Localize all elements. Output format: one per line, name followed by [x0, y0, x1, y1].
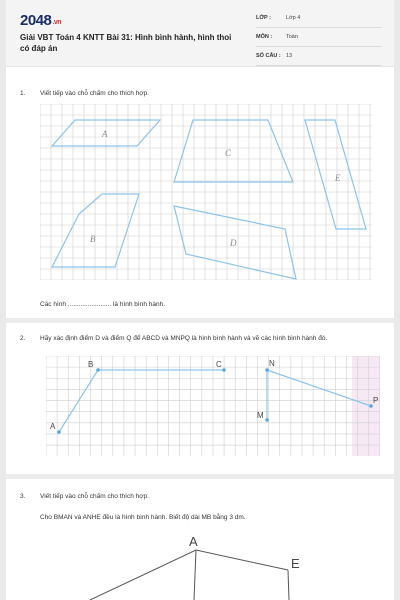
point-a	[57, 430, 61, 434]
point-label-c: C	[216, 360, 222, 369]
question-number: 3.	[20, 493, 26, 500]
document-title: Giải VBT Toán 4 KNTT Bài 31: Hình bình hành, hình thoi có đáp án	[20, 33, 232, 53]
section-divider	[6, 474, 394, 479]
meta-row-grade	[256, 13, 382, 28]
point-n	[265, 368, 269, 372]
shape-label-e: E	[335, 173, 341, 183]
q1-answer-line[interactable]: Các hình ........................ là hình bình hành.	[40, 301, 166, 308]
grid-line	[46, 356, 380, 456]
question-text: Viết tiếp vào chỗ chấm cho thích hợp.	[40, 493, 149, 500]
parallelogram-b	[52, 194, 139, 267]
q2-grid-lines	[46, 356, 380, 456]
point-label-b: B	[88, 360, 94, 369]
meta-key: MÔN :	[256, 34, 273, 40]
q1-grid-lines	[40, 104, 372, 280]
shape-label-c: C	[225, 148, 232, 158]
grid-shade	[352, 356, 380, 456]
point-label-p: P	[373, 396, 379, 405]
point-c	[222, 368, 226, 372]
trapezoid-c	[174, 120, 293, 182]
document-meta	[256, 13, 382, 70]
site-logo[interactable]: 2048.vn	[20, 12, 61, 29]
page-header	[6, 0, 394, 67]
q2-grid-figure	[46, 356, 380, 456]
figure-label-a: A	[189, 534, 198, 549]
figure-line-vertical	[194, 550, 196, 600]
figure-line-e	[288, 570, 289, 600]
point-label-a: A	[50, 422, 56, 431]
q3-figure	[6, 528, 394, 600]
meta-row-count	[256, 51, 382, 66]
worksheet-page	[6, 0, 394, 600]
meta-key: LỚP :	[256, 15, 271, 21]
point-label-m: M	[257, 411, 264, 420]
shape-label-a: A	[102, 129, 108, 139]
shape-label-b: B	[90, 234, 96, 244]
q1-grid-figure	[40, 104, 372, 280]
figure-lines	[90, 550, 288, 600]
point-b	[96, 368, 100, 372]
question-number: 2.	[20, 335, 26, 342]
point-label-n: N	[269, 359, 275, 368]
question-number: 1.	[20, 90, 26, 97]
figure-label-e: E	[291, 556, 300, 571]
grid-line	[40, 104, 372, 280]
meta-row-subject	[256, 32, 382, 47]
shape-label-d: D	[230, 238, 237, 248]
question-text: Viết tiếp vào chỗ chấm cho thích hợp.	[40, 90, 149, 97]
meta-value: Lớp 4	[286, 15, 301, 21]
q3-subtext: Cho BMAN và ANHE đều là hình bình hành. Biết độ dài MB bằng 3 dm.	[40, 514, 246, 521]
meta-value: 13	[286, 53, 293, 59]
point-m	[265, 418, 269, 422]
meta-key: SỐ CÂU :	[256, 53, 281, 59]
section-divider	[6, 318, 394, 323]
question-text: Hãy xác định điểm D và điểm Q để ABCD và MNPQ là hình bình hành và vẽ các hình bình hành đó.	[40, 335, 328, 342]
meta-value: Toán	[286, 34, 298, 40]
